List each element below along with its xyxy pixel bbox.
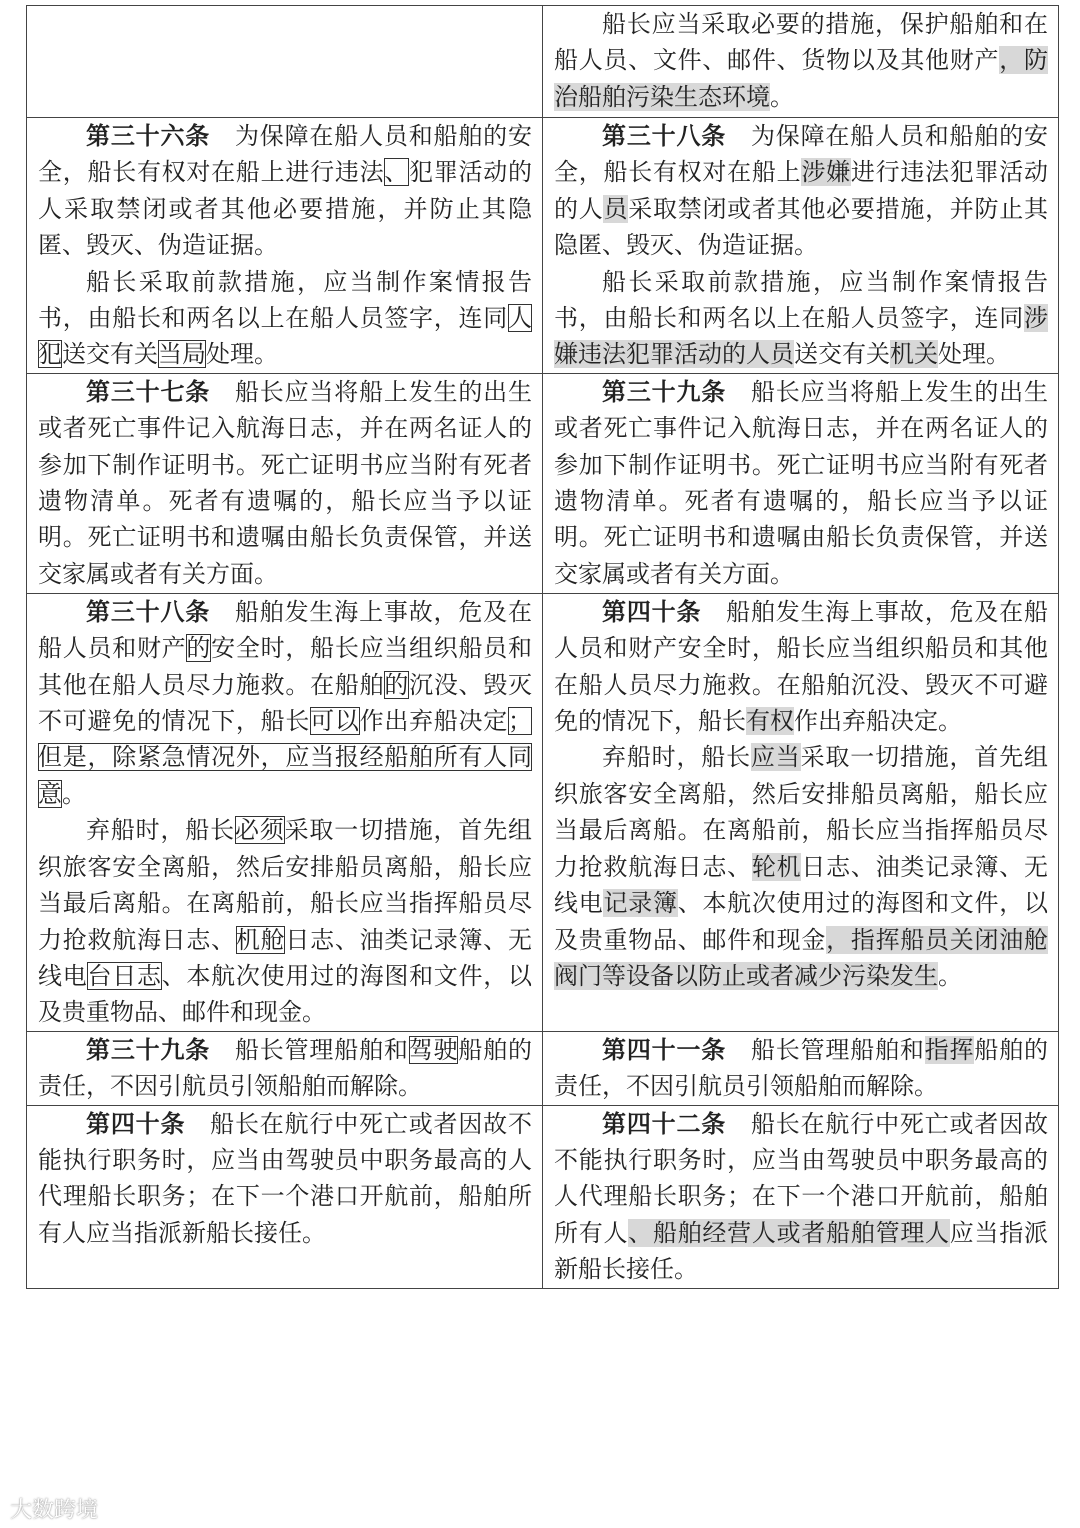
text-segment: 应当指派新船长接任。 — [554, 1218, 1049, 1284]
old-text-cell — [27, 593, 543, 1031]
highlighted-change: 、船舶经营人或者船舶管理人 — [628, 1218, 950, 1247]
paragraph — [38, 264, 532, 373]
text-segment: 船长在航行中死亡或者因故不能执行职务时，应当由驾驶员中职务最高的人代理船长职务；在下一个港口开航前，船舶所有人 — [554, 1109, 1049, 1247]
text-segment: 作出弃船决定 — [359, 707, 509, 736]
text-segment: 采取一切措施，首先组织旅客安全离船，然后安排船员离船，船长应当最后离船。在离船前，船长应当指挥船员尽力抢救航海日志、 — [554, 743, 1049, 881]
table-row — [27, 593, 1059, 1031]
boxed-change: 驾驶 — [408, 1035, 459, 1064]
text-segment: 犯罪活动的人采取禁闭或者其他必要措施，并防止其隐匿、毁灭、伪造证据。 — [38, 158, 533, 260]
text-segment: 船长管理船舶和 — [726, 1035, 925, 1064]
text-segment: 船舶发生海上事故，危及在船人员和财产安全时，船长应当组织船员和其他在船人员尽力施救。在船舶沉没、毁灭不可避免的情况下，船长 — [554, 597, 1049, 736]
highlighted-change: 轮机 — [751, 852, 802, 881]
paragraph — [554, 1032, 1048, 1105]
text-segment: 弃船时，船长 — [602, 743, 751, 772]
table-row — [27, 118, 1059, 374]
text-segment: 船长采取前款措施，应当制作案情报告书，由船长和两名以上在船人员签字，连同 — [38, 267, 532, 333]
boxed-change: 、 — [384, 158, 410, 187]
text-segment: 船舶发生海上事故，危及在船人员和财产 — [38, 597, 533, 663]
paragraph — [554, 264, 1048, 373]
new-text-cell — [543, 118, 1059, 374]
paragraph — [554, 739, 1048, 994]
text-segment: 船长采取前款措施，应当制作案情报告书，由船长和两名以上在船人员签字，连同 — [554, 267, 1048, 333]
new-text-cell — [543, 1105, 1059, 1288]
article-number: 第三十八条 — [602, 122, 727, 150]
article-number: 第三十八条 — [86, 597, 211, 626]
boxed-change: 的 — [384, 670, 410, 699]
paragraph — [38, 1032, 532, 1105]
highlighted-change: ，指挥船员关闭油舱阀门等设备以防止或者减少污染发生 — [554, 925, 1049, 990]
text-segment: 。 — [938, 961, 962, 990]
highlighted-change: ，防治船舶污染生态环境 — [554, 46, 1049, 111]
boxed-change: 可以 — [310, 707, 360, 736]
text-segment: 作出弃船决定。 — [794, 707, 962, 736]
boxed-change: 必须 — [234, 816, 285, 845]
watermark-logo — [10, 1493, 98, 1524]
text-segment: 日志、油类记录簿、无线电 — [554, 852, 1049, 918]
paragraph — [554, 118, 1048, 264]
text-segment: 送交有关 — [794, 340, 890, 369]
text-segment: 船长应当采取必要的措施，保护船舶和在船人员、文件、邮件、货物以及其他财产 — [554, 10, 1048, 75]
text-segment: 进行违法犯罪活动的人 — [554, 158, 1049, 223]
highlighted-change: 涉嫌 — [801, 158, 851, 187]
paragraph — [38, 374, 532, 592]
highlighted-change: 员 — [603, 194, 629, 223]
boxed-change: 人犯 — [38, 304, 532, 369]
old-text-cell — [27, 1105, 543, 1288]
text-segment: 送交有关 — [62, 340, 158, 369]
text-segment: 采取一切措施，首先组织旅客安全离船，然后安排船员离船，船长应当最后离船。在离船前，船长应当指挥船员尽力抢救航海日志、 — [38, 816, 533, 954]
text-segment: 船长应当将船上发生的出生或者死亡事件记入航海日志，并在两名证人的参加下制作证明书。死亡证明书应当附有死者遗物清单。死者有遗嘱的，船长应当予以证明。死亡证明书和遗嘱由船长负责保管，并送交家属或者有关方面。 — [38, 377, 533, 588]
text-segment: 船舶的责任，不因引航员引领船舶而解除。 — [554, 1035, 1049, 1101]
old-text-cell — [27, 373, 543, 593]
highlighted-change: 记录簿 — [603, 889, 678, 918]
article-number: 第四十条 — [602, 597, 702, 626]
old-text-cell — [27, 118, 543, 374]
article-number: 第三十七条 — [86, 377, 211, 406]
article-number: 第四十一条 — [602, 1035, 727, 1064]
boxed-change: 机舱 — [235, 925, 286, 954]
text-segment: 处理。 — [206, 340, 278, 369]
text-segment: 处理。 — [938, 340, 1010, 369]
new-text-cell — [543, 1031, 1059, 1105]
table-row — [27, 373, 1059, 593]
text-segment: 日志、油类记录簿、无线电 — [38, 925, 533, 990]
paragraph — [38, 118, 532, 264]
text-segment: 船长在航行中死亡或者因故不能执行职务时，应当由驾驶员中职务最高的人代理船长职务；在下一个港口开航前，船舶所有人应当指派新船长接任。 — [38, 1109, 533, 1247]
article-number: 第四十二条 — [602, 1109, 727, 1138]
new-text-cell — [543, 373, 1059, 593]
highlighted-change: 有权 — [746, 707, 794, 736]
text-segment: 、本航次使用过的海图和文件，以及贵重物品、邮件和现金。 — [38, 961, 533, 1027]
table-row — [27, 1031, 1059, 1105]
article-number: 第三十九条 — [602, 377, 727, 406]
article-number: 第三十九条 — [86, 1035, 211, 1064]
article-number: 第四十条 — [86, 1109, 186, 1138]
paragraph — [38, 594, 532, 812]
boxed-change: 当局 — [158, 340, 206, 369]
text-segment: 沉没、毁灭不可避免的情况下，船长 — [38, 670, 533, 736]
paragraph — [38, 812, 532, 1030]
highlighted-change: 指挥 — [924, 1035, 975, 1064]
paragraph — [554, 594, 1048, 740]
highlighted-change: 应当 — [750, 743, 801, 772]
text-segment: 船长应当将船上发生的出生或者死亡事件记入航海日志，并在两名证人的参加下制作证明书。死亡证明书应当附有死者遗物清单。死者有遗嘱的，船长应当予以证明。死亡证明书和遗嘱由船长负责保管，并送交家属或者有关方面。 — [554, 377, 1049, 588]
highlighted-change: 涉嫌违法犯罪活动的人员 — [554, 304, 1048, 369]
paragraph — [38, 1106, 532, 1252]
text-segment: 为保障在船人员和船舶的安全，船长有权对在船上 — [554, 122, 1049, 187]
text-segment: 安全时，船长应当组织船员和其他在船人员尽力施救。在船舶 — [38, 634, 533, 699]
text-segment: 、本航次使用过的海图和文件，以及贵重物品、邮件和现金 — [554, 889, 1049, 954]
text-segment: 。 — [62, 779, 86, 808]
text-segment: 采取禁闭或者其他必要措施，并防止其隐匿、毁灭、伪造证据。 — [554, 194, 1049, 260]
old-text-cell — [27, 6, 543, 118]
paragraph — [554, 1106, 1048, 1288]
text-segment: 船长管理船舶和 — [210, 1035, 409, 1064]
paragraph — [554, 374, 1048, 592]
text-segment: 。 — [770, 82, 794, 111]
text-segment: 为保障在船人员和船舶的安全，船长有权对在船上进行违法 — [38, 122, 533, 187]
article-number: 第三十六条 — [86, 122, 211, 150]
text-segment: 弃船时，船长 — [86, 816, 235, 845]
text-segment: 船舶的责任，不因引航员引领船舶而解除。 — [38, 1035, 533, 1101]
boxed-change: 的 — [186, 634, 212, 663]
comparison-table — [26, 5, 1059, 1289]
table-row — [27, 6, 1059, 118]
new-text-cell — [543, 593, 1059, 1031]
boxed-change: ；但是，除紧急情况外，应当报经船舶所有人同意 — [38, 707, 533, 808]
watermark-text: 大数跨境 — [10, 1498, 99, 1523]
table-row — [27, 1105, 1059, 1288]
highlighted-change: 机关 — [890, 340, 938, 369]
boxed-change: 台日志 — [87, 961, 162, 990]
new-text-cell — [543, 6, 1059, 118]
paragraph — [554, 6, 1048, 115]
old-text-cell — [27, 1031, 543, 1105]
